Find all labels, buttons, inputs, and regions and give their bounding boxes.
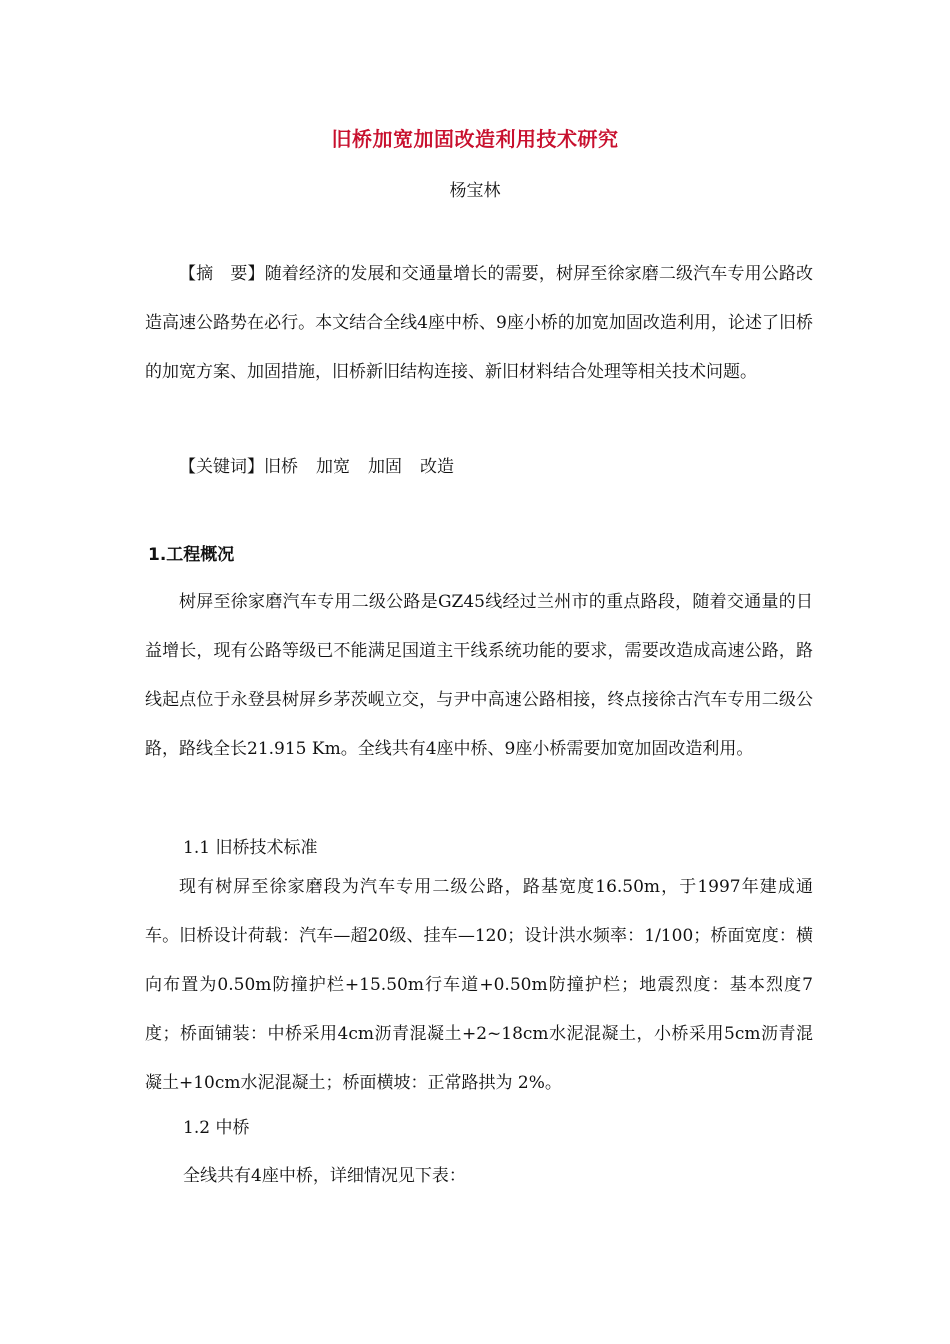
keywords-line <box>179 443 847 492</box>
keyword-item: 旧桥 <box>264 457 298 477</box>
section-heading: 1.工程概况 <box>148 545 235 565</box>
keyword-item: 改造 <box>420 457 454 477</box>
keywords-label: 【关键词】 <box>179 457 264 477</box>
section-intro-paragraph: 树屏至徐家磨汽车专用二级公路是GZ45线经过兰州市的重点路段，随着交通量的日益增长，现有公路等级已不能满足国道主干线系统功能的要求，需要改造成高速公路，路线起点位于永登县树屏乡茅茨岘立交，与尹中高速公路相接，终点接徐古汽车专用二级公路，路线全长21.915 Km。全线共有4座中桥、9座小桥需要加宽加固改造利用。 <box>145 592 813 759</box>
medium-bridge-paragraph: 全线共有4座中桥，详细情况见下表： <box>183 1166 466 1186</box>
keyword-item: 加固 <box>368 457 402 477</box>
author-name: 杨宝林 <box>449 181 501 201</box>
document-title: 旧桥加宽加固改造利用技术研究 <box>331 127 619 151</box>
subsection-heading: 1.1 旧桥技术标准 <box>183 838 318 858</box>
keyword-item: 加宽 <box>316 457 350 477</box>
standards-paragraph: 现有树屏至徐家磨段为汽车专用二级公路，路基宽度16.50m，于1997年建成通车。旧桥设计荷载：汽车—超20级、挂车—120；设计洪水频率：1/100；桥面宽度：横向布置为0.50m防撞护栏+15.50m行车道+0.50m防撞护栏；地震烈度：基本烈度7度；桥面铺装：中桥采用4cm沥青混凝土+2~18cm水泥混凝土，小桥采用5cm沥青混凝土+10cm水泥混凝土；桥面横坡：正常路拱为 2%。 <box>145 877 813 1093</box>
subsection-heading: 1.2 中桥 <box>183 1118 250 1138</box>
abstract-paragraph: 【摘 要】随着经济的发展和交通量增长的需要，树屏至徐家磨二级汽车专用公路改造高速公路势在必行。本文结合全线4座中桥、9座小桥的加宽加固改造利用，论述了旧桥的加宽方案、加固措施，旧桥新旧结构连接、新旧材料结合处理等相关技术问题。 <box>145 264 813 382</box>
